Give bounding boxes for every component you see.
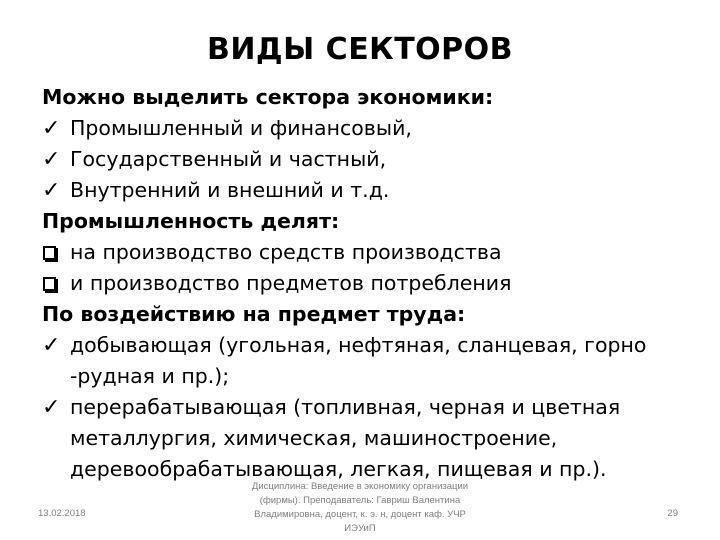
- slide-content: [42, 82, 690, 485]
- list-item: [42, 330, 690, 392]
- footer-info: Дисциплина: Введение в экономику организации (фирмы). Преподаватель: Гавриш Валентина Владимировна, доцент, к. э. н, доцент каф. УЧР ИЭУиП: [251, 481, 469, 534]
- list-item: [42, 237, 690, 268]
- checkmark-icon: ✓: [42, 116, 61, 141]
- list-item-text: Внутренний и внешний и т.д.: [70, 178, 390, 202]
- list-item-text: Государственный и частный,: [70, 147, 387, 171]
- checkmark-icon: ✓: [42, 333, 61, 358]
- footer-date: 13.02.2018: [38, 508, 86, 519]
- checkmark-icon: ✓: [42, 147, 61, 172]
- checkmark-icon: ✓: [42, 178, 61, 203]
- list-item: [42, 175, 690, 206]
- list-item: [42, 144, 690, 175]
- heading-text: По воздействию на предмет труда:: [42, 302, 466, 326]
- page-number: 29: [667, 508, 678, 519]
- list-item: [42, 113, 690, 144]
- list-item-text: Промышленный и финансовый,: [70, 116, 412, 140]
- list-item: [42, 268, 690, 299]
- heading-sectors: [42, 82, 690, 113]
- checkmark-icon: ✓: [42, 395, 61, 420]
- list-item-text: и производство предметов потребления: [70, 271, 512, 295]
- checkbox-square-icon: [42, 268, 70, 299]
- list-item-text: на производство средств производства: [70, 240, 502, 264]
- heading-text: Можно выделить сектора экономики:: [42, 85, 494, 109]
- heading-industry: [42, 206, 690, 237]
- heading-text: Промышленность делят:: [42, 209, 340, 233]
- list-item: [42, 392, 690, 485]
- heading-labor: [42, 299, 690, 330]
- list-item-text: перерабатывающая (топливная, черная и цветная металлургия, химическая, машиностроение, деревообрабатывающая, легкая, пищевая и пр.).: [70, 395, 621, 481]
- list-item-text: добывающая (угольная, нефтяная, сланцевая, горно -рудная и пр.);: [70, 333, 647, 388]
- checkbox-square-icon: [42, 237, 70, 268]
- slide-footer: [0, 480, 720, 540]
- slide-title: ВИДЫ СЕКТОРОВ: [206, 32, 514, 67]
